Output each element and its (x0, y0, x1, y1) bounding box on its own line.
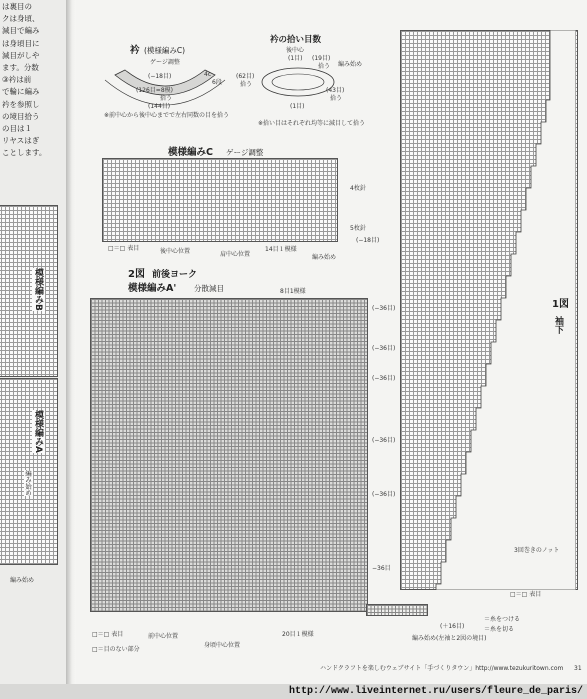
fig2-row-label: (−36目) (372, 345, 396, 352)
fig2-repeat-top: 8目1模様 (280, 288, 306, 295)
collar-side2: 6段 (212, 79, 222, 86)
collar-outer: (144目) (148, 103, 171, 110)
fig2-start: 編み始め(左袖と2図の境目) (412, 635, 487, 642)
left-chart-b (0, 205, 58, 377)
left-page-line: ことします。 (2, 148, 47, 158)
label-start-bottom: 編み始め (10, 577, 35, 584)
chart-c-start: 編み始め (312, 254, 337, 261)
left-page-line: は裏目の (2, 2, 32, 11)
pickup-note: ※拾い目はそれぞれ均等に減目して拾う (258, 120, 366, 127)
pickup-top: (1目) (288, 55, 303, 62)
chart-c-right2: 5枚針 (350, 225, 366, 232)
fig1-legend: □＝□ 表目 (510, 591, 542, 598)
pickup-right-bottom-sub: 拾う (330, 95, 343, 102)
chart-c-subtitle: ゲージ調整 (226, 148, 264, 157)
collar-note: ※前中心から後中心までで左右同数の目を拾う (104, 112, 230, 119)
fig2-legend2: □＝目のない部分 (92, 646, 140, 653)
fig2-grid (90, 298, 368, 612)
left-page-line: 衿を参照し (2, 99, 40, 109)
collar-gauge: ゲージ調整 (150, 59, 180, 66)
chart-c-legend: □＝□ 表目 (108, 245, 140, 252)
chart-c-repeat: 14目１模様 (265, 246, 297, 253)
collar-middle-sub: 拾う (160, 95, 173, 102)
chart-c-right3: (−18目) (356, 237, 380, 244)
fig2-legend3: ＝糸をつける (484, 616, 521, 623)
fig2-row-label: (−36目) (372, 437, 396, 444)
left-page-line: で輪に編み (2, 87, 40, 97)
fig2-pattern: 模様編みA' (128, 283, 177, 294)
left-page (0, 0, 66, 699)
credit-line: ハンドクラフトを楽しむウェブサイト「手づくりタウン」http://www.tezukuritown.com (320, 665, 564, 672)
left-page-line: の目は１ (2, 124, 32, 133)
left-page-line: 減目で編み (2, 26, 40, 36)
fig2-side-center: 身頃中心位置 (204, 642, 241, 649)
label-pattern-b: 模様編みB (33, 268, 43, 311)
page-number: 31 (574, 665, 582, 672)
fig2-grid-bottom (366, 604, 428, 616)
collar-side: 4c (204, 71, 212, 78)
collar-title-sub: (模様編みC) (144, 46, 186, 55)
fig2-sub2: 分散減目 (194, 284, 224, 293)
fig1-knot-title: 3回巻きのノット (514, 547, 560, 554)
fig2-repeat-bottom: 20目１模様 (282, 631, 314, 638)
fig2-row-label: (−36目) (372, 491, 396, 498)
pickup-start: 編み始め (338, 61, 363, 68)
pickup-back-center: 後中心 (286, 47, 305, 54)
left-page-line: は身頃目に (2, 38, 40, 48)
fig1-step-outline (400, 30, 576, 590)
chart-c-shoulder: 肩中心位置 (220, 251, 251, 258)
fig2-row-label: (−36目) (372, 375, 396, 382)
fig2-row-label: (−36目) (372, 305, 396, 312)
fig2-row-label: −36目 (372, 565, 391, 572)
label-start-side: 編み始め (24, 470, 32, 496)
pickup-right-top-sub: 拾う (318, 63, 331, 70)
collar-title: 衿 (130, 45, 140, 56)
pickup-title: 衿の拾い目数 (270, 35, 322, 45)
pickup-bottom: (1目) (290, 103, 305, 110)
pickup-left: (62目) (236, 73, 255, 80)
left-page-line: ます。分数 (2, 63, 39, 72)
chart-c-title: 模様編みC (168, 147, 213, 158)
pickup-right-top: (19目) (312, 55, 331, 62)
label-pattern-a: 模様編みA (33, 410, 43, 453)
fig2-front-center: 前中心位置 (148, 633, 179, 640)
fig2-bottom-plus: (＋16目) (440, 623, 465, 630)
fig2-subtitle: 前後ヨーク (152, 270, 198, 280)
fig1-sub: 袖下 (553, 316, 563, 334)
chart-c-back-center: 後中心位置 (160, 248, 191, 255)
collar-middle: (126目=8模) (136, 87, 173, 94)
collar-inner: (−18目) (148, 73, 172, 80)
chart-c-grid (102, 158, 338, 242)
fig2-title: 2図 (128, 269, 145, 280)
fig1-title: 1図 (552, 299, 569, 310)
book-spine (66, 0, 76, 699)
left-page-line: リヤスはぎ (2, 136, 40, 146)
chart-c-right1: 4枚針 (350, 185, 366, 192)
left-page-line: 減目がしや (2, 50, 40, 60)
left-page-line: クは身頃、 (2, 14, 40, 24)
source-url-link[interactable]: http://www.liveinternet.ru/users/fleure_de_paris/ (288, 686, 583, 697)
left-page-line: ③衿は前 (2, 75, 32, 85)
pickup-right-bottom: (43目) (326, 87, 345, 94)
pickup-oval (258, 62, 338, 102)
fig2-legend4: ＝糸を切る (484, 626, 515, 633)
fig2-legend1: □＝□ 表目 (92, 631, 124, 638)
left-page-line: の境目拾う (2, 111, 40, 121)
pickup-left-sub: 拾う (240, 81, 253, 88)
